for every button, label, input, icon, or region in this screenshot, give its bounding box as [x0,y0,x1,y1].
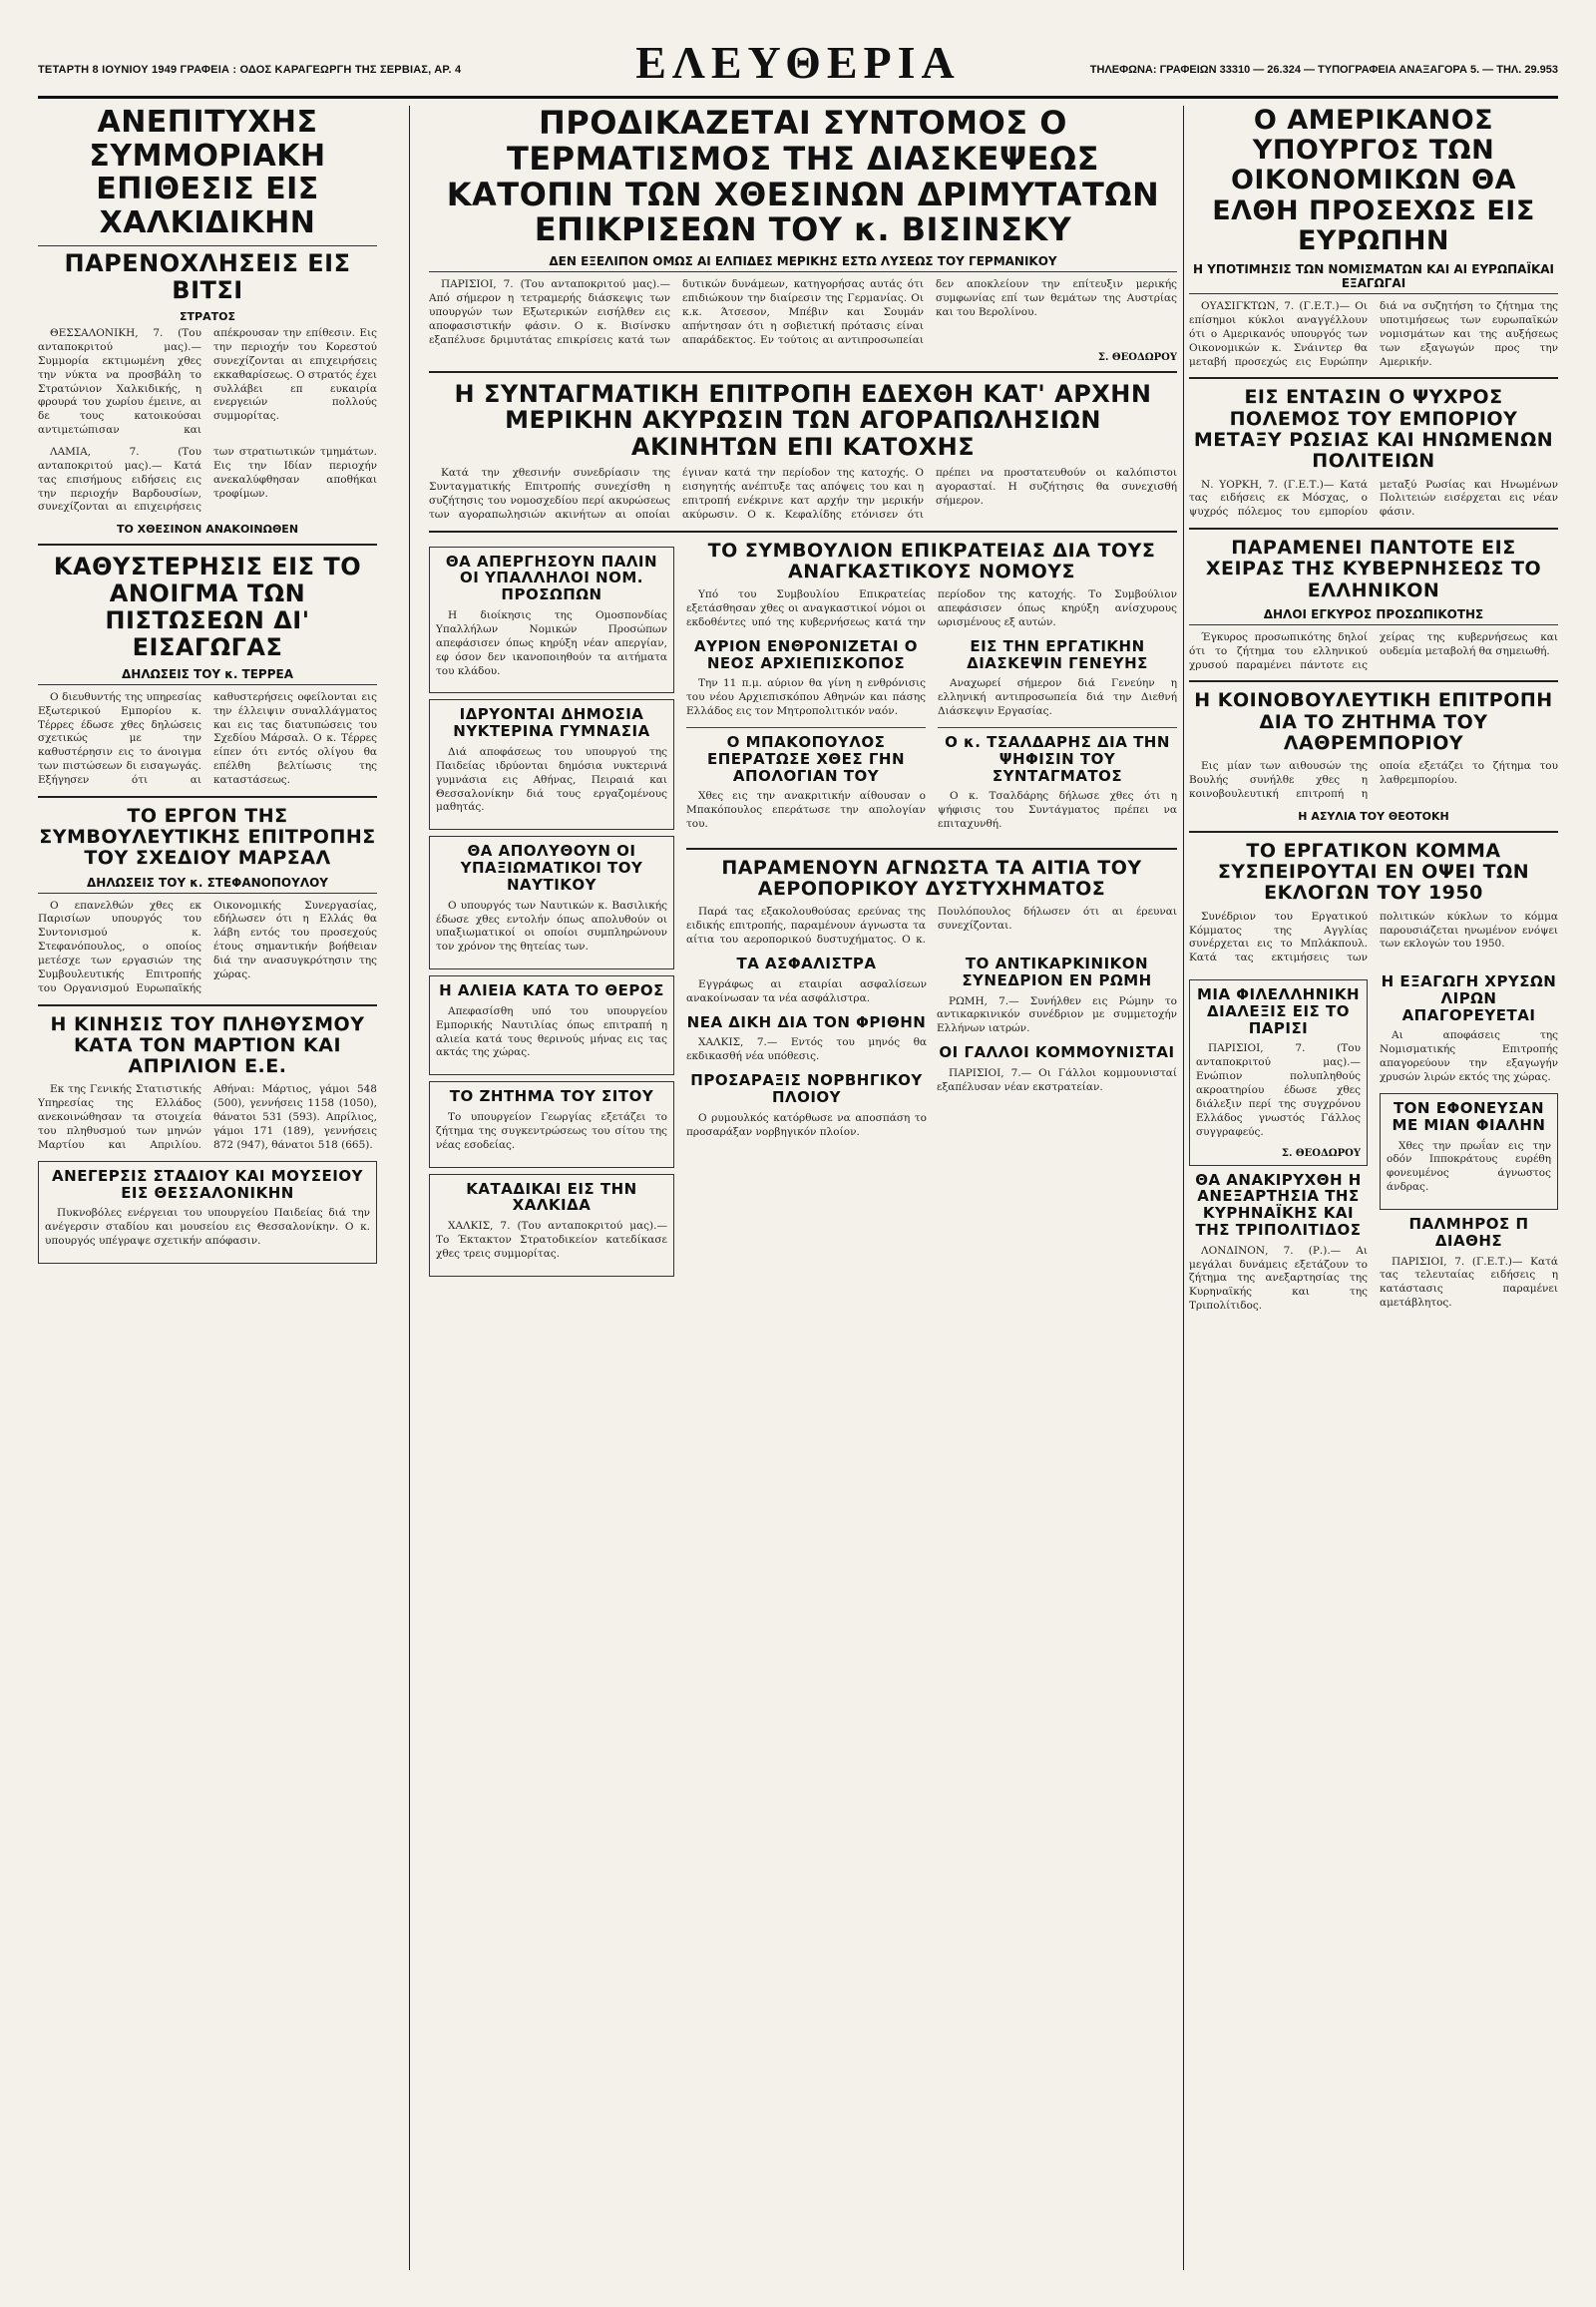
divider [429,531,1177,533]
column-rule [409,106,410,2270]
byline: Σ. ΘΕΟΔΩΡΟΥ [1097,351,1177,363]
deck-terrea: ΔΗΛΩΣΕΙΣ ΤΟΥ κ. ΤΕΡΡΕΑ [38,667,377,685]
article-body: Διά αποφάσεως του υπουργού της Παιδείας ιδρύονται δημόσια νυκτερινά γυμνάσια εις Αθήνας, Πειραιά και Θεσσαλονίκην διά τους εργαζομένους μαθητάς. [436,745,667,814]
headline-frithis: ΝΕΑ ΔΙΚΗ ΔΙΑ ΤΟΝ ΦΡΙΘΗΝ [686,1012,927,1031]
headline-smuggling: Η ΚΟΙΝΟΒΟΥΛΕΥΤΙΚΗ ΕΠΙΤΡΟΠΗ ΔΙΑ ΤΟ ΖΗΤΗΜΑ ΤΟΥ ΛΑΘΡΕΜΠΟΡΙΟΥ [1194,689,1553,755]
headline-french-communists: ΟΙ ΓΑΛΛΟΙ ΚΟΜΜΟΥΝΙΣΤΑΙ [939,1043,1175,1062]
article-body: ΘΕΣΣΑΛΟΝΙΚΗ, 7. (Του ανταποκριτού μας).— Συμμορία εκτιμωμένη χθες την νύκτα να προσβάλη το Στρατώνιον Χαλκιδικής, η φρουρά του χωρίου έμεινε, αι δε τους κατοικούσαι αντιμετώπισαν και απέκρουσαν την επίθεσιν. Εις την περιοχήν του Κορεστού συνεχίζονται αι επιχειρήσεις εκκαθαρίσεως. Ο στρατός έχει συλλάβει επ ευκαιρία ενεργειών πολλούς συμμορίτας. [38,327,377,437]
article-body: Αναχωρεί σήμερον διά Γενεύην η ελληνική αντιπροσωπεία διά την Διεθνή Διάσκεψιν Εργασίας. [938,677,1177,718]
divider [38,796,377,798]
headline-night-schools: ΙΔΡΥΟΝΤΑΙ ΔΗΜΟΣΙΑ ΝΥΚΤΕΡΙΝΑ ΓΥΜΝΑΣΙΑ [453,705,650,741]
masthead-phones: ΤΗΛΕΦΩΝΑ: ΓΡΑΦΕΙΩΝ 33310 — 26.324 — ΤΥΠΟΓΡΑΦΕΙΑ ΑΝΑΞΑΓΟΡΑ 5. — ΤΗΛ. 29.953 [1089,64,1558,76]
article-body: Αι αποφάσεις της Νομισματικής Επιτροπής απαγορεύουν την εξαγωγήν χρυσών λιρών εκτός της χώρας. [1380,1029,1558,1084]
column-center [429,106,1177,2270]
deck-german: ΔΕΝ ΕΞΕΛΙΠΟΝ ΟΜΩΣ ΑΙ ΕΛΠΙΔΕΣ ΜΕΡΙΚΗΣ ΕΣΤΩ ΛΥΣΕΩΣ ΤΟΥ ΓΕΡΜΑΝΙΚΟΥ [429,254,1177,272]
divider [686,848,1177,850]
article-body: ΟΥΑΣΙΓΚΤΩΝ, 7. (Γ.Ε.Τ.)— Οι επίσημοι κύκλοι αναγγέλλουν ότι ο Αμερικανός υπουργός των Οικονομικών κ. Σνάιντερ θα μεταβή προσεχώς εις Ευρώπην διά να συζητήση το ζήτημα της υποτιμήσεως των ευρωπαϊκών νομισμάτων και της αυξήσεως των εξαγωγών προς την Αμερικήν. [1189,300,1558,368]
article-body: Χθες εις την ανακριτικήν αίθουσαν ο Μπακόπουλος επεράτωσε την απολογίαν του. [686,790,926,831]
headline-vitsi: ΠΑΡΕΝΟΧΛΗΣΕΙΣ ΕΙΣ ΒΙΤΣΙ [38,245,377,304]
headline-archbishop: ΑΥΡΙΟΝ ΕΝΘΡΟΝΙΖΕΤΑΙ Ο ΝΕΟΣ ΑΡΧΙΕΠΙΣΚΟΠΟΣ [693,636,919,672]
headline-gold-export: Η ΕΞΑΓΩΓΗ ΧΡΥΣΩΝ ΛΙΡΩΝ ΑΠΑΓΟΡΕΥΕΤΑΙ [1381,972,1557,1024]
headline-air-accident: ΠΑΡΑΜΕΝΟΥΝ ΑΓΝΩΣΤΑ ΤΑ ΑΙΤΙΑ ΤΟΥ ΑΕΡΟΠΟΡΙΚΟΥ ΔΥΣΤΥΧΗΜΑΤΟΣ [721,856,1142,901]
divider [429,371,1177,373]
article-body: ΡΩΜΗ, 7.— Συνήλθεν εις Ρώμην το αντικαρκινικόν συνέδριον με συμμετοχήν Ελλήνων ιατρών. [937,994,1177,1035]
article-body: ΠΑΡΙΣΙΟΙ, 7.— Οι Γάλλοι κομμουνισταί εξαπέλυσαν νέαν εκστρατείαν. [937,1067,1177,1093]
headline-chalkida: ΚΑΤΑΔΙΚΑΙ ΕΙΣ ΤΗΝ ΧΑΛΚΙΔΑ [466,1179,637,1215]
divider [38,1004,377,1006]
headline-bakopoulos: Ο ΜΠΑΚΟΠΟΥΛΟΣ ΕΠΕΡΑΤΩΣΕ ΧΘΕΣ ΓΗΝ ΑΠΟΛΟΓΙΑΝ ΤΟΥ [706,732,906,785]
divider [1189,831,1558,833]
article-body: Ο υπουργός των Ναυτικών κ. Βασιλικής έδωσε χθες εντολήν όπως απολυθούν οι υπαξιωματικοί οι οποίοι συμπληρώνουν τον χρόνον της θητείας των. [436,899,667,954]
byline: Σ. ΘΕΟΔΩΡΟΥ [1281,1147,1361,1159]
headline-credits: ΚΑΘΥΣΤΕΡΗΣΙΣ ΕΙΣ ΤΟ ΑΝΟΙΓΜΑ ΤΩΝ ΠΙΣΤΩΣΕΩΝ ΔΙ' ΕΙΣΑΓΩΓΑΣ [53,553,362,661]
deck-personality: ΔΗΛΟΙ ΕΓΚΥΡΟΣ ΠΡΟΣΩΠΙΚΟΤΗΣ [1189,607,1558,625]
headline-insurance: ΤΑ ΑΣΦΑΛΙΣΤΡΑ [736,955,877,973]
article-body: Παρά τας εξακολουθούσας ερεύνας της ειδικής επιτροπής, παραμένουν άγνωστα τα αίτια του αεροπορικού δυστυχήματος. Ο κ. Πουλόπουλος δήλωσεν ότι αι έρευναι συνεχίζονται. [686,906,1177,947]
subhead-stratos: ΣΤΡΑΤΟΣ [180,310,235,324]
masthead [38,36,1558,99]
article-body: ΛΑΜΙΑ, 7. (Του ανταποκριτού μας).— Κατά τας επισήμους ειδήσεις εις την περιοχήν Βαρδουσίων, συνεχίζονται αι επιχειρήσεις των στρατιωτικών τμημάτων. Εις την Ιδίαν περιοχήν ανεκαλύφθησαν αποθήκαι τροφίμων. [38,446,377,514]
headline-american-minister: Ο ΑΜΕΡΙΚΑΝΟΣ ΥΠΟΥΡΓΟΣ ΤΩΝ ΟΙΚΟΝΟΜΙΚΩΝ ΘΑ ΕΛΘΗ ΠΡΟΣΕΧΩΣ ΕΙΣ ΕΥΡΩΠΗΝ [1212,106,1535,256]
article-body: ΧΑΛΚΙΣ, 7. (Του ανταποκριτού μας).— Το Έκτακτον Στρατοδικείον κατεδίκασε χθες τρεις συμμορίτας. [436,1220,667,1260]
headline-chalkidiki: ΑΝΕΠΙΤΥΧΗΣ ΣΥΜΜΟΡΙΑΚΗ ΕΠΙΘΕΣΙΣ ΕΙΣ ΧΑΛΚΙΔΙΚΗΝ [89,106,326,240]
headline-conference: ΠΡΟΔΙΚΑΖΕΤΑΙ ΣΥΝΤΟΜΟΣ Ο ΤΕΡΜΑΤΙΣΜΟΣ ΤΗΣ ΔΙΑΣΚΕΨΕΩΣ ΚΑΤΟΠΙΝ ΤΩΝ ΧΘΕΣΙΝΩΝ ΔΡΙΜΥΤΑΤΩΝ ΕΠΙΚΡΙΣΕΩΝ ΤΟΥ κ. ΒΙΣΙΝΣΚΥ [446,106,1160,249]
article-body: Ο επανελθών χθες εκ Παρισίων υπουργός του Συντονισμού κ. Στεφανόπουλος, ο οποίος μετέσχε των εργασιών της Συμβουλευτικής Επιτροπής του Οργανισμού Ευρωπαϊκής Οικονομικής Συνεργασίας, εδήλωσεν ότι η Ελλάς θα λάβη εντός του προσεχούς έτους σημαντικήν βοήθειαν διά την ανασυγκρότησιν της χώρας. [38,899,377,994]
newspaper-title: ΕΛΕΥΘΕΡΙΑ [635,37,961,88]
headline-cyrenaica: ΘΑ ΑΝΑΚΙΡΥΧΘΗ Η ΑΝΕΞΑΡΤΗΣΙΑ ΤΗΣ ΚΥΡΗΝΑΪΚΗΣ ΚΑΙ ΤΗΣ ΤΡΙΠΟΛΙΤΙΔΟΣ [1195,1170,1362,1239]
divider [1189,680,1558,682]
article-body: Ο κ. Τσαλδάρης δήλωσε χθες ότι η ψήφισις του Συντάγματος πρέπει να επιταχυνθή. [938,790,1177,831]
article-body: Πυκνοβόλες ενέργειαι του υπουργείου Παιδείας διά την ανέγερσιν σταδίου και μουσείου εις Θεσσαλονίκην. Ο κ. υπουργός υπέγραψε σχετικήν απόφασιν. [45,1207,370,1248]
divider [1189,528,1558,530]
column-left [38,106,377,2270]
headline-bottle-murder: ΤΟΝ ΕΦΟΝΕΥΣΑΝ ΜΕ ΜΙΑΝ ΦΙΑΛΗΝ [1392,1098,1546,1134]
headline-anticancer: ΤΟ ΑΝΤΙΚΑΡΚΙΝΙΚΟΝ ΣΥΝΕΔΡΙΟΝ ΕΝ ΡΩΜΗ [962,955,1152,989]
headline-greek-gold: ΠΑΡΑΜΕΝΕΙ ΠΑΝΤΟΤΕ ΕΙΣ ΧΕΙΡΑΣ ΤΗΣ ΚΥΒΕΡΝΗΣΕΩΣ ΤΟ ΕΛΛΗΝΙΚΟΝ [1205,537,1542,601]
article-body: ΠΑΡΙΣΙΟΙ, 7. (Του ανταποκριτού μας).— Από σήμερον η τετραμερής διάσκεψις των υπουργών των Εξωτερικών εισήλθεν εις αποφασιστικήν φάσιν. Ο κ. Βισίνσκυ εξαπέλυσε δριμυτάτας επικρίσεις κατά των δυτικών δυνάμεων, κατηγορήσας αυτάς ότι επιδιώκουν την διαίρεσιν της Γερμανίας. Οι κ.κ. Άτσεσον, Μπέβιν και Σουμάν απήντησαν ότι η σοβιετική πρότασις είναι απαράδεκτος. Εν τούτοις αι αντιπροσωπείαι δεν αποκλείουν την επίτευξιν μερικής συμφωνίας επί των θεμάτων της Αυστρίας και του Βερολίνου. [429,278,1177,346]
article-body: Ν. ΥΟΡΚΗ, 7. (Γ.Ε.Τ.)— Κατά τας ειδήσεις εκ Μόσχας, ο ψυχρός πόλεμος του εμπορίου μεταξύ Ρωσίας και Ηνωμένων Πολιτειών εισέρχεται εις νέαν φάσιν. [1189,478,1558,519]
subhead-announcement: ΤΟ ΧΘΕΣΙΝΟΝ ΑΝΑΚΟΙΝΩΘΕΝ [116,523,299,537]
newspaper-page [38,36,1558,2270]
headline-norwegian-ship: ΠΡΟΣΑΡΑΞΙΣ ΝΟΡΒΗΓΙΚΟΥ ΠΛΟΙΟΥ [690,1071,923,1106]
article-body: Απεφασίσθη υπό του υπουργείου Εμπορικής Ναυτιλίας όπως επιτραπή η αλιεία κατά τους θερινούς μήνας εις τας ακτάς της χώρας. [436,1004,667,1059]
headline-stadium: ΑΝΕΓΕΡΣΙΣ ΣΤΑΔΙΟΥ ΚΑΙ ΜΟΥΣΕΙΟΥ ΕΙΣ ΘΕΣΣΑΛΟΝΙΚΗΝ [52,1166,363,1202]
headline-palmiros: ΠΑΛΜΗΡΟΣ Π ΔΙΑΘΗΣ [1408,1214,1529,1250]
article-body: ΠΑΡΙΣΙΟΙ, 7. (Του ανταποκριτού μας).— Ενώπιον πολυπληθούς ακροατηρίου έδωσε χθες διάλεξιν περί της συγχρόνου Ελλάδος γνωστός Γάλλος συγγραφεύς. [1196,1042,1361,1138]
article-body: Εγγράφως αι εταιρίαι ασφαλίσεων ανακοίνωσαν τα νέα ασφάλιστρα. [686,977,927,1004]
article-body: Την 11 π.μ. αύριον θα γίνη η ενθρόνισις του νέου Αρχιεπισκόπου Αθηνών και πάσης Ελλάδος εις τον Μητροπολιτικόν ναόν. [686,677,926,718]
deck-currency: Η ΥΠΟΤΙΜΗΣΙΣ ΤΩΝ ΝΟΜΙΣΜΑΤΩΝ ΚΑΙ ΑΙ ΕΥΡΩΠΑΪΚΑΙ ΕΞΑΓΩΓΑΙ [1189,262,1558,294]
article-body: Έγκυρος προσωπικότης δηλοί ότι το ζήτημα του ελληνικού χρυσού παραμένει πάντοτε εις χείρας της κυβερνήσεως και ουδεμία μεταβολή θα σημειωθή. [1189,630,1558,671]
headline-population: Η ΚΙΝΗΣΙΣ ΤΟΥ ΠΛΗΘΥΣΜΟΥ ΚΑΤΑ ΤΟΝ ΜΑΡΤΙΟΝ ΚΑΙ ΑΠΡΙΛΙΟΝ Ε.Ε. [50,1012,365,1078]
headline-labour-party: ΤΟ ΕΡΓΑΤΙΚΟΝ ΚΟΜΜΑ ΣΥΣΠΕΙΡΟΥΤΑΙ ΕΝ ΟΨΕΙ ΤΩΝ ΕΚΛΟΓΩΝ ΤΟΥ 1950 [1217,839,1530,905]
masthead-date-address: ΤΕΤΑΡΤΗ 8 ΙΟΥΝΙΟΥ 1949 ΓΡΑΦΕΙΑ : ΟΔΟΣ ΚΑΡΑΓΕΩΡΓΗ ΤΗΣ ΣΕΡΒΙΑΣ, ΑΡ. 4 [38,64,462,76]
subhead-theotokis: Η ΑΣΥΛΙΑ ΤΟΥ ΘΕΟΤΟΚΗ [1298,809,1449,823]
article-body: Υπό του Συμβουλίου Επικρατείας εξετάσθησαν χθες οι αναγκαστικοί νόμοι οι εκδοθέντες υπό της κυβερνήσεως κατά την περίοδον της κατοχής. Το Συμβούλιον απεφάσισεν όπως κηρύξη ανίσχυρους ωρισμένους εξ αυτών. [686,588,1177,628]
headline-philhellenic: ΜΙΑ ΦΙΛΕΛΛΗΝΙΚΗ ΔΙΑΛΕΞΙΣ ΕΙΣ ΤΟ ΠΑΡΙΣΙ [1196,985,1361,1037]
headline-constitutional: Η ΣΥΝΤΑΓΜΑΤΙΚΗ ΕΠΙΤΡΟΠΗ ΕΔΕΧΘΗ ΚΑΤ' ΑΡΧΗΝ ΜΕΡΙΚΗΝ ΑΚΥΡΩΣΙΝ ΤΩΝ ΑΓΟΡΑΠΩΛΗΣΙΩΝ ΑΚΙΝΗΤΩΝ ΕΠΙ ΚΑΤΟΧΗΣ [454,379,1152,462]
headline-geneva: ΕΙΣ ΤΗΝ ΕΡΓΑΤΙΚΗΝ ΔΙΑΣΚΕΨΙΝ ΓΕΝΕΥΗΣ [967,636,1148,672]
column-rule [1183,106,1184,2270]
article-body: Ο διευθυντής της υπηρεσίας Εξωτερικού Εμπορίου κ. Τέρρες έδωσε χθες δηλώσεις σχετικώς με την καθυστέρησιν εις το άνοιγμα των πιστώσεων δι εισαγωγάς. Εξήγησεν ότι αι καθυστερήσεις οφείλονται εις την έλλειψιν συναλλάγματος και εις τας διατυπώσεις του Σχεδίου Μάρσαλ. Ο κ. Τέρρες είπεν ότι εντός ολίγου θα επέλθη βελτίωσις της καταστάσεως. [38,690,377,786]
article-body: Κατά την χθεσινήν συνεδρίασιν της Συνταγματικής Επιτροπής συνεχίσθη η συζήτησις του νομοσχεδίου περί ακυρώσεως των αγοραπωλησιών ακινήτων αι οποίαι έγιναν κατά την περίοδον της κατοχής. Ο εισηγητής ανέπτυξε τας απόψεις του και η επιτροπή ενέκρινε κατ αρχήν την μερικήν ακύρωσιν. Ο κ. Κεφαλίδης ετόνισεν ότι πρέπει να προστατευθούν οι καλόπιστοι αγορασταί. Η συζήτησις θα συνεχισθή σήμερον. [429,467,1177,521]
article-body: ΧΑΛΚΙΣ, 7.— Εντός του μηνός θα εκδικασθή νέα υπόθεσις. [686,1036,927,1063]
article-body: Χθες την πρωΐαν εις την οδόν Ιπποκράτους ευρέθη φονευμένος άγνωστος άνδρας. [1387,1139,1551,1194]
article-body: Εκ της Γενικής Στατιστικής Υπηρεσίας της Ελλάδος ανεκοινώθησαν τα στοιχεία του πληθυσμού των μηνών Μαρτίου και Απριλίου. Αθήναι: Μάρτιος, γάμοι 548 (500), γεννήσεις 1158 (1050), θάνατοι 531 (593). Απρίλιος, γάμοι 171 (189), γεννήσεις 872 (947), θάνατοι 518 (665). [38,1083,377,1151]
headline-council: ΤΟ ΣΥΜΒΟΥΛΙΟΝ ΕΠΙΚΡΑΤΕΙΑΣ ΔΙΑ ΤΟΥΣ ΑΝΑΓΚΑΣΤΙΚΟΥΣ ΝΟΜΟΥΣ [707,539,1156,582]
article-body: Ο ρυμουλκός κατόρθωσε να αποσπάση το προσαράξαν νορβηγικόν πλοίον. [686,1111,927,1138]
headline-tsaldaris: Ο κ. ΤΣΑΛΔΑΡΗΣ ΔΙΑ ΤΗΝ ΨΗΦΙΣΙΝ ΤΟΥ ΣΥΝΤΑΓΜΑΤΟΣ [945,732,1170,785]
article-body: ΛΟΝΔΙΝΟΝ, 7. (Ρ.).— Αι μεγάλαι δυνάμεις εξετάζουν το ζήτημα της ανεξαρτησίας της Κυρηναϊκής και της Τριπολίτιδος. [1189,1244,1368,1313]
headline-fishing: Η ΑΛΙΕΙΑ ΚΑΤΑ ΤΟ ΘΕΡΟΣ [439,981,664,1000]
article-body: ΠΑΡΙΣΙΟΙ, 7. (Γ.Ε.Τ.)— Κατά τας τελευταίας ειδήσεις η κατάστασις παραμένει αμετάβλητος. [1380,1255,1558,1310]
divider [38,544,377,546]
article-body: Το υπουργείον Γεωργίας εξετάζει το ζήτημα της συγκεντρώσεως του σίτου της νέας εσοδείας. [436,1111,667,1151]
headline-navy: ΘΑ ΑΠΟΛΥΘΟΥΝ ΟΙ ΥΠΑΞΙΩΜΑΤΙΚΟΙ ΤΟΥ ΝΑΥΤΙΚΟΥ [460,842,643,894]
headline-strike: ΘΑ ΑΠΕΡΓΗΣΟΥΝ ΠΑΛΙΝ ΟΙ ΥΠΑΛΛΗΛΟΙ ΝΟΜ. ΠΡΟΣΩΠΩΝ [445,552,658,604]
headline-wheat: ΤΟ ΖΗΤΗΜΑ ΤΟΥ ΣΙΤΟΥ [449,1087,654,1106]
headline-cold-war: ΕΙΣ ΕΝΤΑΣΙΝ Ο ΨΥΧΡΟΣ ΠΟΛΕΜΟΣ ΤΟΥ ΕΜΠΟΡΙΟΥ ΜΕΤΑΞΥ ΡΩΣΙΑΣ ΚΑΙ ΗΝΩΜΕΝΩΝ ΠΟΛΙΤΕΙΩΝ [1193,386,1554,473]
deck-stefanopoulos: ΔΗΛΩΣΕΙΣ ΤΟΥ κ. ΣΤΕΦΑΝΟΠΟΥΛΟΥ [38,876,377,894]
column-right [1189,106,1558,2270]
article-body: Εις μίαν των αιθουσών της Βουλής συνήλθε χθες η κοινοβουλευτική επιτροπή η οποία εξετάζει το ζήτημα του λαθρεμπορίου. [1189,760,1558,800]
article-body: Συνέδριον του Εργατικού Κόμματος της Αγγλίας συνέρχεται εις το Μπλάκπουλ. Κατά τας εκτιμήσεις των πολιτικών κύκλων το κόμμα παρουσιάζεται ηνωμένον ενόψει των εκλογών του 1950. [1189,910,1558,964]
divider [1189,377,1558,379]
headline-marshall: ΤΟ ΕΡΓΟΝ ΤΗΣ ΣΥΜΒΟΥΛΕΥΤΙΚΗΣ ΕΠΙΤΡΟΠΗΣ ΤΟΥ ΣΧΕΔΙΟΥ ΜΑΡΣΑΛ [39,804,376,870]
article-body: Η διοίκησις της Ομοσπονδίας Υπαλλήλων Νομικών Προσώπων απεφάσισεν όπως κηρύξη νέαν απεργίαν, εφ όσον δεν ικανοποιηθούν τα αιτήματα του κλάδου. [436,609,667,677]
